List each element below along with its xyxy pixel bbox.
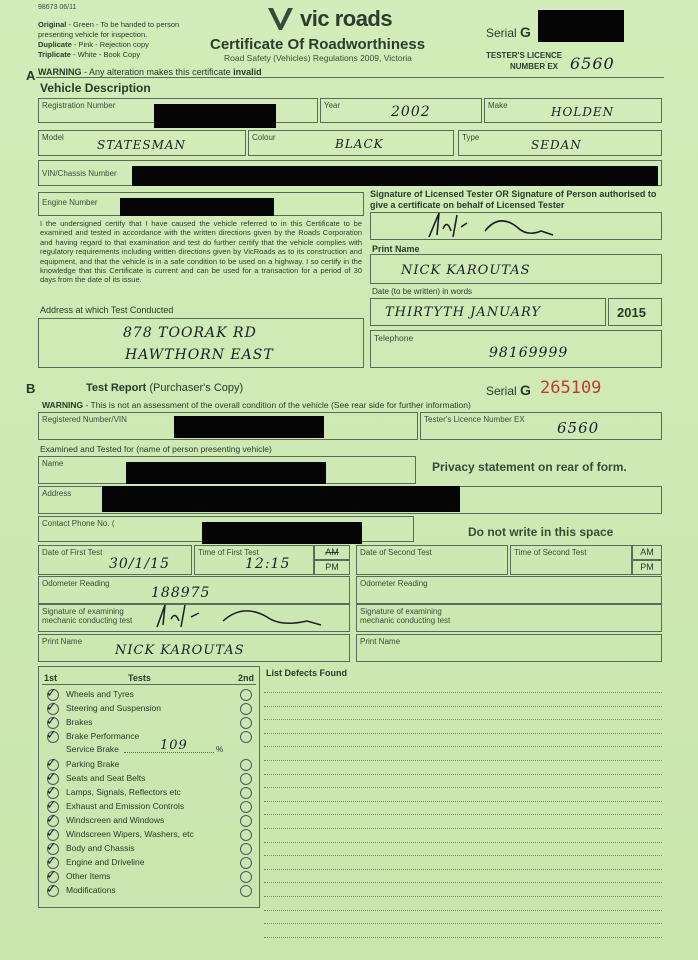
checkmark-icon: ✓ — [46, 797, 57, 812]
colour-value: BLACK — [335, 137, 384, 151]
defects-label: List Defects Found — [266, 668, 348, 678]
second-test-checkbox[interactable] — [240, 801, 252, 813]
mechanic-signature-label: Signature of examining mechanic conducting test — [42, 607, 133, 625]
test-report-heading — [86, 382, 243, 394]
first-test-am[interactable]: AM — [314, 545, 350, 560]
serial-label-top — [486, 24, 531, 40]
first-test-pm[interactable]: PM — [314, 560, 350, 575]
warning-label-a: WARNING — [38, 67, 82, 77]
test-label: Body and Chassis — [66, 843, 135, 853]
second-test-pm[interactable]: PM — [632, 560, 662, 575]
print-name-label-a: Print Name — [372, 244, 420, 254]
tester-signature-field[interactable] — [370, 212, 662, 240]
year-label: Year — [324, 101, 341, 110]
page-title: Certificate Of Roadworthiness — [210, 36, 426, 53]
second-test-time-field[interactable] — [510, 545, 632, 575]
checkmark-icon: ✓ — [46, 713, 57, 728]
type-value: SEDAN — [531, 138, 582, 152]
second-test-date-label: Date of Second Test — [360, 548, 432, 557]
print-name-label-b: Print Name — [42, 637, 83, 646]
test-label: Parking Brake — [66, 759, 120, 769]
signature-heading: Signature of Licensed Tester OR Signature of Person authorised to give a certificate on behalf of Licensed Tester — [370, 189, 657, 210]
section-a-warning — [38, 67, 262, 77]
test-label: Windscreen and Windows — [66, 815, 165, 825]
redacted-address — [102, 486, 460, 512]
no-write-notice: Do not write in this space — [468, 525, 614, 539]
test-label: Brake Performance — [66, 731, 140, 741]
defect-line[interactable] — [264, 882, 662, 883]
first-test-time-value: 12:15 — [245, 556, 291, 572]
name-label-b: Name — [42, 459, 64, 468]
first-test-time-field[interactable] — [194, 545, 314, 575]
form-number: 98673 06/11 — [38, 4, 77, 11]
defect-line[interactable] — [264, 923, 662, 924]
checkmark-icon: ✓ — [46, 853, 57, 868]
print-name-field-b[interactable] — [38, 634, 350, 662]
make-label: Make — [488, 101, 508, 110]
copy-original-desc: - Green - To be handed to person presenting vehicle for inspection. — [38, 20, 180, 39]
tester-licence-value: 6560 — [570, 54, 615, 73]
certification-text: I the undersigned certify that I have caused the vehicle referred to in this Certificate to be examined and tested in accordance with the written directions given by the Roads Corporation and having regard to that examination and test do further certify that the vehicle complies with regulatory requirements including written directions given by VicRoads as to its construction and equipment, and that the vehicle is in a safe condition to be used on a highway. I so certify in the knowledge that this Certificate is current and can be used for a transaction for a period of 30 days from the date of its issue. — [40, 219, 362, 285]
copy-triplicate-desc: - White - Book Copy — [73, 50, 141, 59]
checkmark-icon: ✓ — [46, 685, 57, 700]
print-name-value-a: NICK KAROUTAS — [401, 263, 531, 278]
first-test-date-value: 30/1/15 — [109, 556, 170, 572]
test-row — [46, 881, 257, 898]
print-name-value-b: NICK KAROUTAS — [115, 643, 245, 658]
test-row — [46, 811, 257, 828]
defect-line[interactable] — [264, 937, 662, 938]
test-row — [46, 727, 257, 744]
telephone-field[interactable] — [370, 330, 662, 368]
second-test-date-field[interactable] — [356, 545, 508, 575]
serial-b — [486, 382, 531, 398]
privacy-statement: Privacy statement on rear of form. — [432, 460, 627, 474]
address-label-b: Address — [42, 489, 72, 498]
second-test-checkbox[interactable] — [240, 731, 252, 743]
vicroads-logo-icon — [266, 4, 296, 34]
tester-licence-b-value: 6560 — [557, 419, 600, 437]
redacted-reg-vin — [174, 416, 324, 438]
tests-divider — [42, 684, 256, 685]
section-b-letter: B — [26, 381, 36, 396]
type-label: Type — [462, 133, 480, 142]
divider — [36, 77, 664, 78]
test-label: Steering and Suspension — [66, 703, 161, 713]
odometer-value: 188975 — [151, 585, 211, 601]
make-field[interactable] — [484, 98, 662, 123]
logo-text: vic roads — [300, 6, 393, 31]
defect-line[interactable] — [264, 746, 662, 747]
contact-phone-label: Contact Phone No. ( — [42, 519, 115, 528]
defect-line[interactable] — [264, 910, 662, 911]
test-row — [46, 853, 257, 870]
print-name2-field[interactable] — [356, 634, 662, 662]
model-label: Model — [42, 133, 64, 142]
test-row — [46, 755, 257, 772]
test-report-title: Test Report — [86, 382, 147, 394]
warning-label-b: WARNING — [42, 400, 84, 410]
mechanic-signature-field[interactable] — [38, 604, 350, 632]
date-words-field[interactable] — [370, 298, 606, 326]
serial-prefix-b: G — [520, 382, 531, 398]
second-test-checkbox[interactable] — [240, 871, 252, 883]
defect-line[interactable] — [264, 842, 662, 843]
warning-invalid: invalid — [233, 67, 262, 77]
defect-line[interactable] — [264, 692, 662, 693]
warning-text-b: - This is not an assessment of the overall condition of the vehicle (See rear side for further information) — [85, 400, 471, 410]
test-label: Modifications — [66, 885, 116, 895]
first-test-date-label: Date of First Test — [42, 548, 103, 557]
second-test-checkbox[interactable] — [240, 703, 252, 715]
test-row — [46, 699, 257, 716]
make-value: HOLDEN — [551, 105, 615, 119]
checkmark-icon: ✓ — [46, 811, 57, 826]
test-report-sub: (Purchaser's Copy) — [149, 382, 244, 394]
defect-line[interactable] — [264, 896, 662, 897]
defect-line[interactable] — [264, 814, 662, 815]
checkmark-icon: ✓ — [46, 867, 57, 882]
redacted-phone — [202, 522, 362, 544]
test-label: Seats and Seat Belts — [66, 773, 146, 783]
defect-line[interactable] — [264, 801, 662, 802]
test-label: Other Items — [66, 871, 111, 881]
copy-triplicate-label: Triplicate — [38, 50, 71, 59]
print-name2-label: Print Name — [360, 637, 401, 646]
tester-licence-b-label: Tester's Licence Number EX — [424, 415, 525, 424]
copy-original-label: Original — [38, 20, 67, 29]
examined-label: Examined and Tested for (name of person presenting vehicle) — [40, 444, 272, 454]
second-test-am[interactable]: AM — [632, 545, 662, 560]
redacted-registration — [154, 104, 276, 128]
tests-col-2nd: 2nd — [238, 673, 255, 683]
defect-line[interactable] — [264, 869, 662, 870]
test-row — [46, 825, 257, 842]
redacted-vin — [132, 166, 658, 186]
section-b-warning — [42, 400, 471, 410]
copy-duplicate-desc: - Pink - Rejection copy — [73, 40, 149, 49]
test-row — [46, 783, 257, 800]
serial-label: Serial — [486, 26, 517, 40]
date-year-value: 2015 — [617, 305, 646, 320]
model-value: STATESMAN — [97, 138, 187, 152]
signature-scribble-icon — [421, 209, 561, 243]
test-address-field[interactable] — [38, 318, 364, 368]
vehicle-description-heading: Vehicle Description — [40, 81, 151, 95]
reg-vin-label: Registered Number/VIN — [42, 415, 127, 424]
test-address-line1: 878 TOORAK RD — [123, 325, 257, 341]
print-name-field-a[interactable] — [370, 254, 662, 284]
checkmark-icon: ✓ — [46, 783, 57, 798]
test-address-line2: HAWTHORN EAST — [125, 347, 274, 363]
test-row — [46, 769, 257, 786]
second-test-checkbox[interactable] — [240, 857, 252, 869]
second-test-checkbox[interactable] — [240, 815, 252, 827]
redacted-name — [126, 462, 326, 484]
defect-line[interactable] — [264, 774, 662, 775]
service-brake-label: Service Brake — [66, 744, 119, 754]
checkmark-icon: ✓ — [46, 881, 57, 896]
test-row — [46, 797, 257, 814]
tests-col-title: Tests — [128, 673, 151, 683]
test-row — [46, 867, 257, 884]
test-row — [46, 839, 257, 856]
test-label: Brakes — [66, 717, 93, 727]
test-row — [46, 713, 257, 730]
odometer2-label: Odometer Reading — [360, 579, 428, 588]
second-test-checkbox[interactable] — [240, 773, 252, 785]
type-field[interactable] — [458, 130, 662, 156]
warning-text-a: - Any alteration makes this certificate — [84, 67, 231, 77]
checkmark-icon: ✓ — [46, 769, 57, 784]
page-subtitle: Road Safety (Vehicles) Regulations 2009, Victoria — [224, 53, 412, 63]
engine-label: Engine Number — [42, 198, 98, 207]
number-ex-label: NUMBER EX — [510, 62, 559, 71]
odometer-label: Odometer Reading — [42, 579, 110, 588]
vin-label: VIN/Chassis Number — [42, 169, 117, 178]
defect-line[interactable] — [264, 719, 662, 720]
defect-line[interactable] — [264, 855, 662, 856]
registration-label: Registration Number — [42, 101, 116, 110]
date-words-label: Date (to be written) in words — [372, 287, 473, 296]
tests-col-1st: 1st — [44, 673, 58, 683]
serial-number-b: 265109 — [540, 378, 602, 398]
service-brake-value: 109 — [160, 738, 188, 753]
odometer2-field[interactable] — [356, 576, 662, 604]
first-test-time-label: Time of First Test — [198, 548, 259, 557]
checkmark-icon: ✓ — [46, 825, 57, 840]
telephone-value: 98169999 — [489, 345, 569, 361]
test-label: Wheels and Tyres — [66, 689, 134, 699]
year-field[interactable] — [320, 98, 482, 123]
test-label: Lamps, Signals, Reflectors etc — [66, 787, 181, 797]
second-test-checkbox[interactable] — [240, 829, 252, 841]
second-test-checkbox[interactable] — [240, 717, 252, 729]
defect-line[interactable] — [264, 787, 662, 788]
copy-legend — [38, 20, 208, 60]
second-test-checkbox[interactable] — [240, 885, 252, 897]
date-year-field[interactable] — [608, 298, 662, 326]
mechanic-signature2-field[interactable] — [356, 604, 662, 632]
mechanic-signature-icon — [147, 599, 327, 633]
test-label: Engine and Driveline — [66, 857, 145, 867]
second-test-checkbox[interactable] — [240, 689, 252, 701]
defect-line[interactable] — [264, 706, 662, 707]
second-test-checkbox[interactable] — [240, 843, 252, 855]
first-test-checkbox[interactable] — [46, 881, 59, 897]
second-test-time-label: Time of Second Test — [514, 548, 587, 557]
telephone-label: Telephone — [374, 333, 414, 343]
redacted-engine — [120, 198, 274, 216]
test-row — [46, 685, 257, 702]
second-test-checkbox[interactable] — [240, 787, 252, 799]
second-test-checkbox[interactable] — [240, 759, 252, 771]
mechanic-signature2-label: Signature of examining mechanic conducting test — [360, 607, 451, 625]
colour-field[interactable] — [248, 130, 454, 156]
colour-label: Colour — [252, 133, 276, 142]
date-words-value: THIRTYTH JANUARY — [385, 305, 541, 320]
tester-licence-label: TESTER'S LICENCE — [486, 51, 563, 60]
service-brake-unit: % — [216, 745, 224, 754]
serial-label-b: Serial — [486, 384, 517, 398]
defect-line[interactable] — [264, 828, 662, 829]
checkmark-icon: ✓ — [46, 755, 57, 770]
defect-line[interactable] — [264, 733, 662, 734]
year-value: 2002 — [391, 104, 431, 120]
tester-licence-b-field[interactable] — [420, 412, 662, 440]
model-field[interactable] — [38, 130, 246, 156]
test-address-label: Address at which Test Conducted — [40, 305, 174, 315]
defect-line[interactable] — [264, 760, 662, 761]
section-a-letter: A — [26, 68, 36, 83]
checkmark-icon: ✓ — [46, 727, 57, 742]
redacted-serial-top — [538, 10, 624, 42]
serial-prefix: G — [520, 24, 531, 40]
first-test-checkbox[interactable] — [46, 727, 59, 743]
test-label: Exhaust and Emission Controls — [66, 801, 185, 811]
first-test-date-field[interactable] — [38, 545, 192, 575]
checkmark-icon: ✓ — [46, 839, 57, 854]
copy-duplicate-label: Duplicate — [38, 40, 72, 49]
test-label: Windscreen Wipers, Washers, etc — [66, 829, 194, 839]
checkmark-icon: ✓ — [46, 699, 57, 714]
